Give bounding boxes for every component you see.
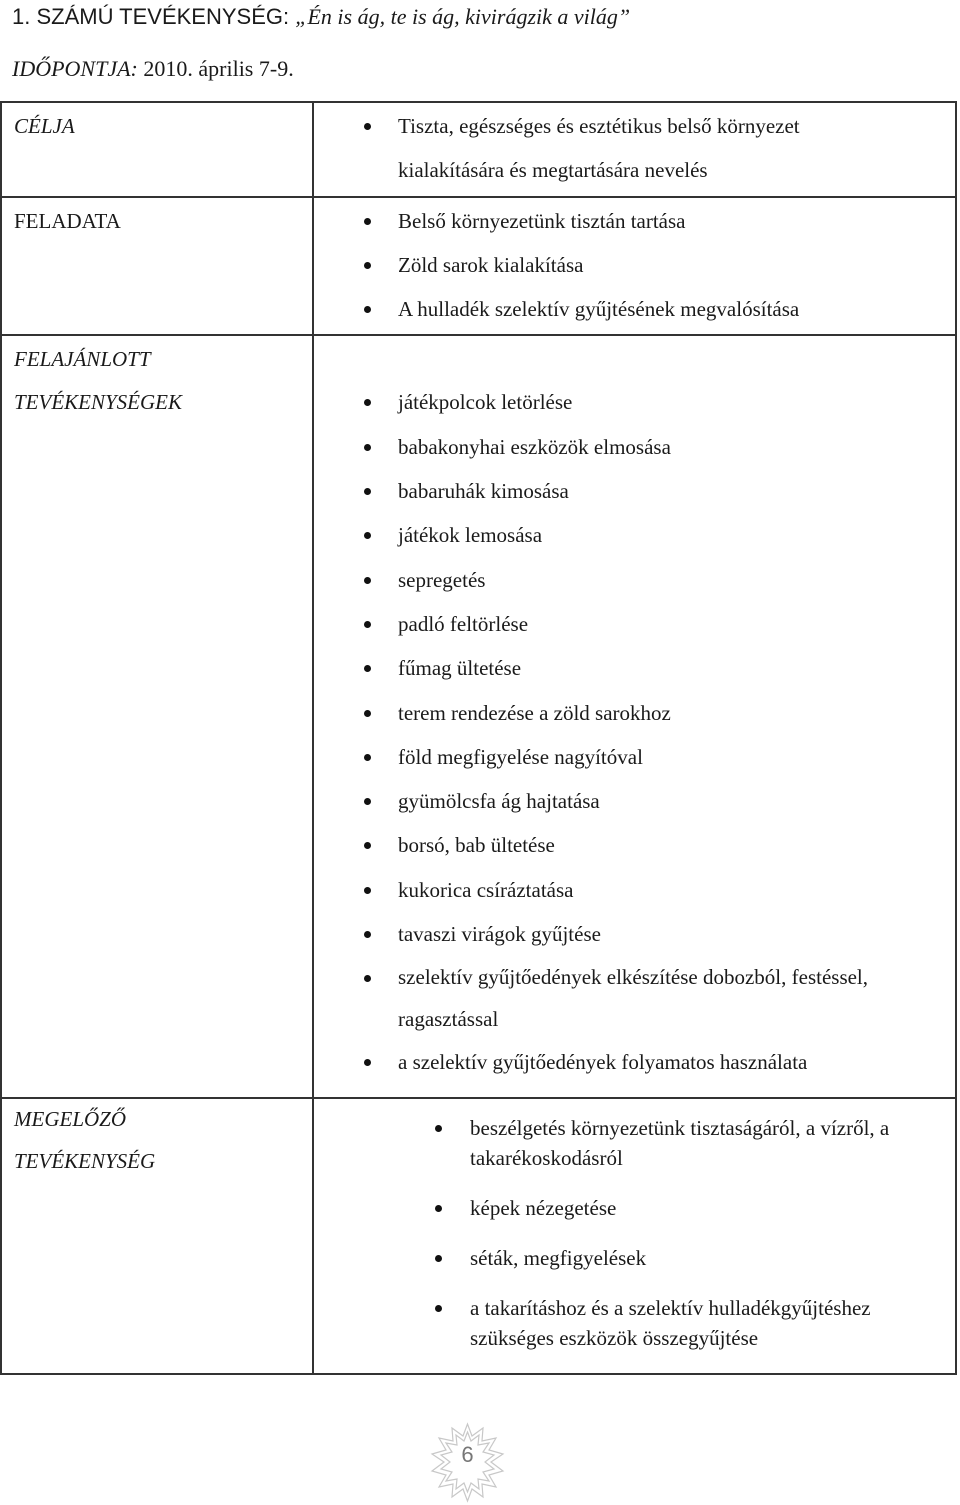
goal-label: CÉLJA [14, 114, 75, 138]
tasks-row [1, 197, 956, 336]
title-text: „Én is ág, te is ág, kivirágzik a világ” [295, 4, 631, 29]
activity-item: játékok lemosása [314, 513, 955, 557]
activity-item: terem rendezése a zöld sarokhoz [314, 691, 955, 735]
date-value: 2010. április 7-9. [143, 56, 294, 81]
activity-item: a szelektív gyűjtőedények folyamatos használata [314, 1040, 955, 1084]
activities-row [1, 335, 956, 1097]
activity-item: babakonyhai eszközök elmosása [314, 425, 955, 469]
activity-item: babaruhák kimosása [314, 469, 955, 513]
preventive-row [1, 1098, 956, 1374]
preventive-label-line1: MEGELŐZŐ [14, 1106, 127, 1131]
title-prefix: 1. SZÁMÚ TEVÉKENYSÉG: [12, 4, 290, 29]
task-item: A hulladék szelektív gyűjtésének megvalósítása [314, 287, 955, 331]
activity-item: játékpolcok letörlése [314, 380, 955, 424]
activity-plan-table [0, 101, 957, 1375]
task-item: Zöld sarok kialakítása [314, 243, 955, 287]
goal-item-continuation: kialakítására és megtartására nevelés [398, 158, 708, 183]
activities-content-cell [313, 335, 956, 1097]
goal-label-cell [1, 102, 313, 197]
activity-item: fűmag ültetése [314, 646, 955, 690]
activities-list [314, 380, 955, 1084]
activity-item: föld megfigyelése nagyítóval [314, 735, 955, 779]
activities-label-cell [1, 335, 313, 1097]
activities-label-line2: TEVÉKENYSÉGEK [14, 390, 183, 415]
activity-item: kukorica csíráztatása [314, 868, 955, 912]
goal-content-cell [313, 102, 956, 197]
goal-item: Tiszta, egészséges és esztétikus belső környezet [314, 104, 955, 148]
goal-row [1, 102, 956, 197]
preventive-item: séták, megfigyelések [314, 1243, 955, 1273]
document-title [12, 4, 630, 30]
activity-item: tavaszi virágok gyűjtése [314, 912, 955, 956]
activity-item: szelektív gyűjtőedények elkészítése dobozból, festéssel, ragasztással [314, 956, 955, 1040]
goal-list [314, 104, 955, 148]
preventive-content-cell [313, 1098, 956, 1374]
preventive-list [314, 1113, 955, 1353]
activity-item: gyümölcsfa ág hajtatása [314, 779, 955, 823]
preventive-item: képek nézegetése [314, 1193, 955, 1223]
activities-label-line1: FELAJÁNLOTT [14, 347, 151, 372]
tasks-label: FELADATA [14, 208, 121, 233]
page-number-badge [425, 1420, 510, 1505]
tasks-content-cell [313, 197, 956, 336]
tasks-label-cell [1, 197, 313, 336]
task-item: Belső környezetünk tisztán tartása [314, 199, 955, 243]
preventive-label-line2: TEVÉKENYSÉG [14, 1148, 156, 1173]
activity-item: borsó, bab ültetése [314, 823, 955, 867]
date-line [12, 56, 294, 82]
preventive-item: beszélgetés környezetünk tisztaságáról, a vízről, a takarékoskodásról [314, 1113, 955, 1173]
activity-item: sepregetés [314, 558, 955, 602]
activity-item: padló feltörlése [314, 602, 955, 646]
date-label: IDŐPONTJA: [12, 56, 138, 81]
tasks-list [314, 199, 955, 332]
preventive-item: a takarításhoz és a szelektív hulladékgyűjtéshez szükséges eszközök összegyűjtése [314, 1293, 955, 1353]
preventive-label-cell [1, 1098, 313, 1374]
page-number: 6 [461, 1442, 474, 1467]
